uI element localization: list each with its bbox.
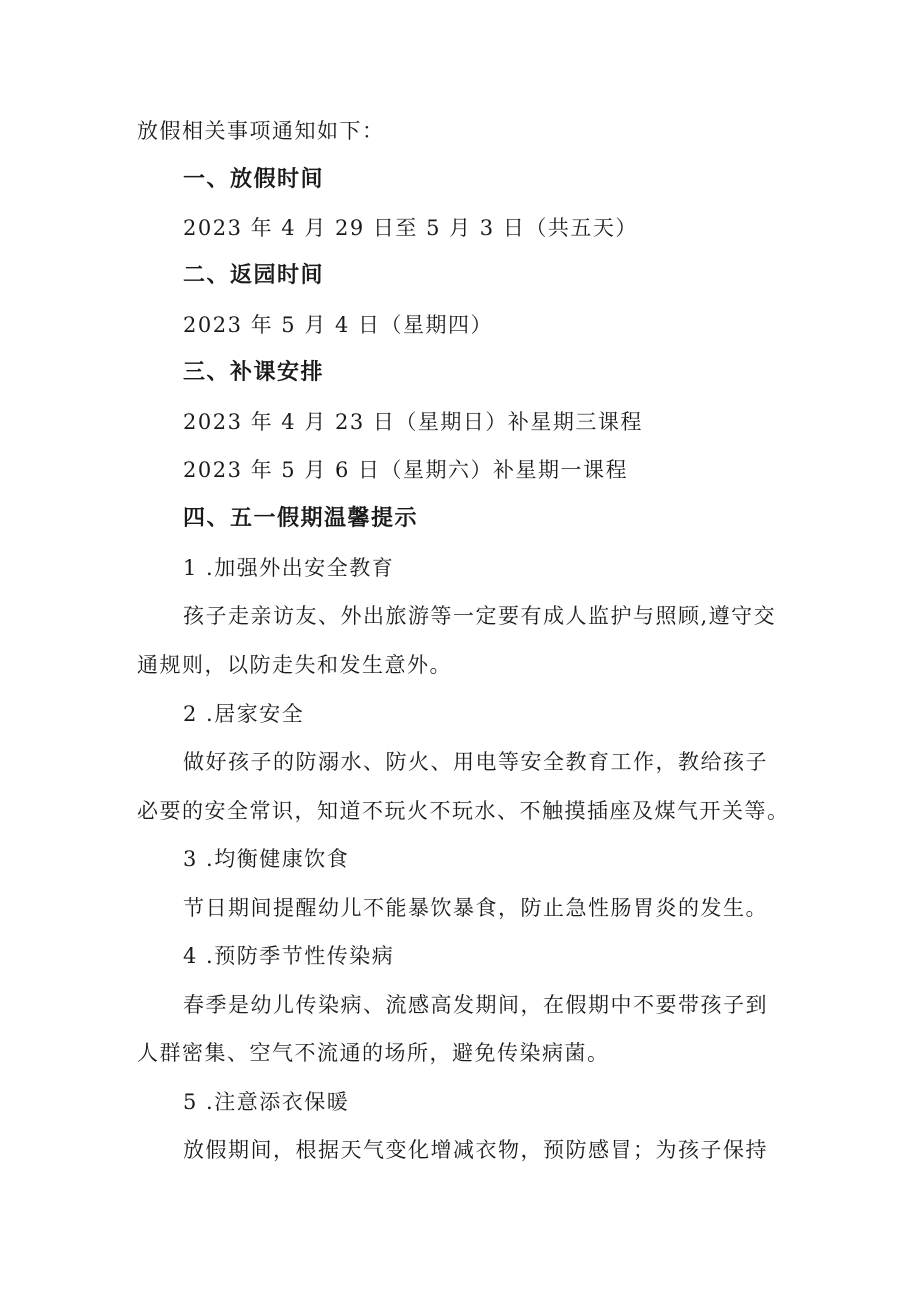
- section-heading-makeup-class: 三、补课安排: [183, 360, 325, 385]
- holiday-time-text: 2023 年 4 月 29 日至 5 月 3 日（共五天）: [183, 216, 638, 240]
- makeup-class-line-1: 2023 年 4 月 23 日（星期日）补星期三课程: [183, 410, 643, 434]
- tip-body-line: 放假期间，根据天气变化增减衣物，预防感冒；为孩子保持: [183, 1138, 768, 1162]
- tip-title: 3 .均衡健康饮食: [183, 847, 350, 871]
- tip-body-line: 节日期间提醒幼儿不能暴饮暴食，防止急性肠胃炎的发生。: [183, 896, 768, 920]
- intro-text: 放假相关事项通知如下：: [137, 119, 385, 143]
- section-heading-tips: 四、五一假期温馨提示: [183, 506, 419, 531]
- tip-title: 1 .加强外出安全教育: [183, 556, 395, 580]
- tip-body-line: 做好孩子的防溺水、防火、用电等安全教育工作，教给孩子: [183, 750, 768, 774]
- return-time-text: 2023 年 5 月 4 日（星期四）: [183, 313, 494, 337]
- makeup-class-line-2: 2023 年 5 月 6 日（星期六）补星期一课程: [183, 458, 629, 482]
- tip-title: 4 .预防季节性传染病: [183, 944, 395, 968]
- tip-body-line: 孩子走亲访友、外出旅游等一定要有成人监护与照顾,遵守交: [183, 604, 777, 628]
- tip-title: 2 .居家安全: [183, 702, 305, 726]
- tip-body-line: 人群密集、空气不流通的场所，避免传染病菌。: [137, 1041, 610, 1065]
- tip-title: 5 .注意添衣保暖: [183, 1090, 350, 1114]
- tip-body-line: 必要的安全常识，知道不玩火不玩水、不触摸插座及煤气开关等。: [137, 799, 790, 823]
- section-heading-return-time: 二、返园时间: [183, 263, 325, 288]
- tip-body-line: 通规则，以防走失和发生意外。: [137, 653, 452, 677]
- tip-body-line: 春季是幼儿传染病、流感高发期间，在假期中不要带孩子到: [183, 993, 768, 1017]
- section-heading-holiday-time: 一、放假时间: [183, 167, 325, 192]
